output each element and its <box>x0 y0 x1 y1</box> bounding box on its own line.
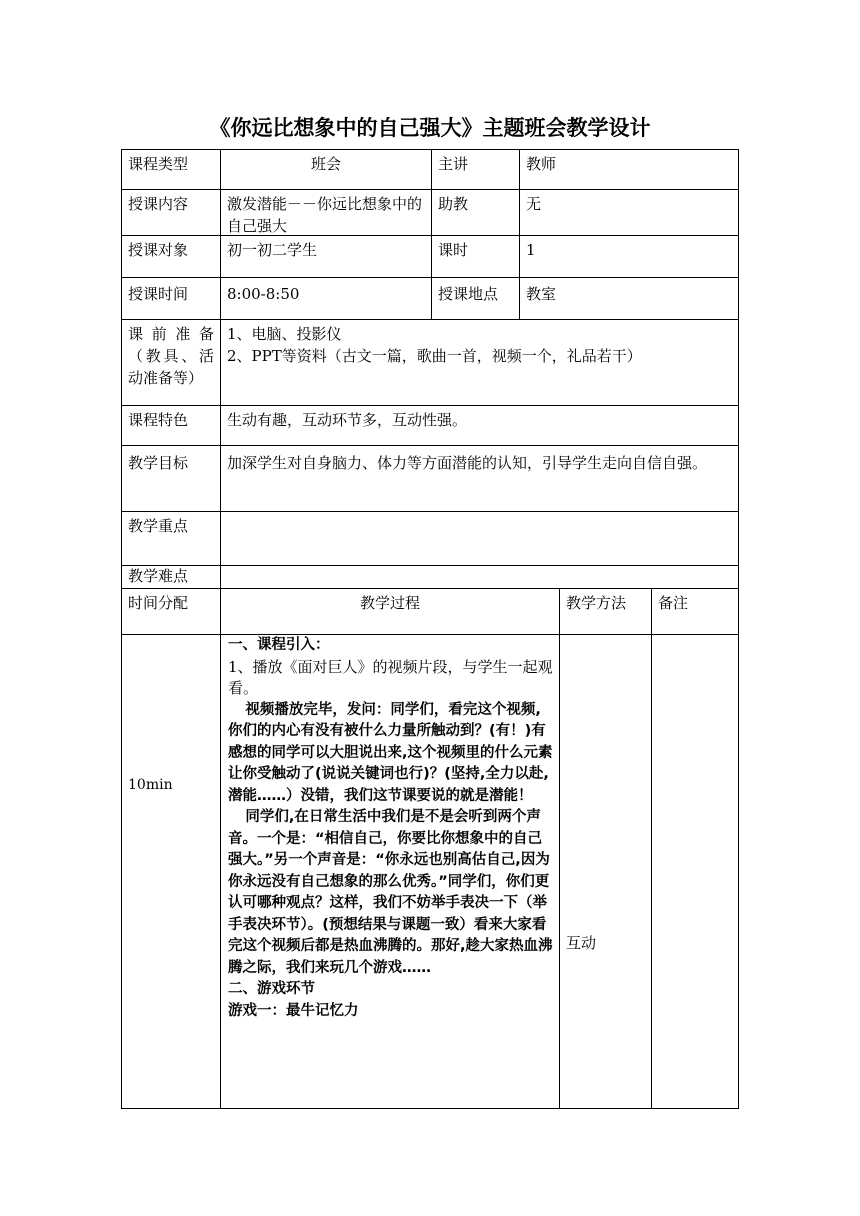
label-preparation: 课 前 准 备 （教具、活动准备等） <box>128 325 214 387</box>
game-one-heading: 游戏一：最牛记忆力 <box>228 1002 359 1019</box>
process-method: 互动 <box>566 934 597 952</box>
prep-line-1: 1、电脑、投影仪 <box>227 325 342 343</box>
value-audience: 初一初二学生 <box>227 241 318 259</box>
value-lecturer: 教师 <box>526 155 557 173</box>
header-process: 教学过程 <box>359 594 420 612</box>
label-goal: 教学目标 <box>128 454 189 472</box>
header-note: 备注 <box>658 594 689 612</box>
process-time: 10min <box>128 777 173 793</box>
process-note <box>652 635 738 641</box>
table-line <box>121 1108 739 1109</box>
section-heading-intro: 一、课程引入： <box>228 637 330 653</box>
value-location: 教室 <box>526 285 557 303</box>
label-features: 课程特色 <box>128 411 189 429</box>
label-key-points: 教学重点 <box>128 517 189 535</box>
value-key-points <box>221 512 738 518</box>
value-course-type: 班会 <box>310 155 341 173</box>
value-periods: 1 <box>526 241 536 259</box>
header-time-allocation: 时间分配 <box>128 594 189 612</box>
value-class-time: 8:00-8:50 <box>227 285 300 303</box>
table-line <box>559 588 560 1109</box>
process-paragraph: 同学们,在日常生活中我们是不是会听到两个声音。一个是：“相信自己，你要比你想象中的自己强大。”另一个声音是：“你永远也别高估自己,因为你永远没有自己想象的那么优秀。”同学们，你们更认可哪种观点？这样，我们不妨举手表决一下（举手表决环节）。(预想结果与课题一致）看来大家看完这个视频后都是热血沸腾的。那好,趁大家热血沸腾之际，我们来玩几个游戏…… <box>228 809 553 976</box>
label-class-time: 授课时间 <box>128 285 189 303</box>
label-location: 授课地点 <box>438 285 499 303</box>
label-difficulties: 教学难点 <box>128 567 189 585</box>
label-assistant: 助教 <box>438 195 469 213</box>
value-features: 生动有趣，互动环节多，互动性强。 <box>227 411 468 429</box>
value-course-content: 激发潜能－－你远比想象中的自己强大 <box>227 195 423 235</box>
page-title: 《你远比想象中的自己强大》主题班会教学设计 <box>209 116 651 140</box>
header-method: 教学方法 <box>566 594 627 612</box>
label-lecturer: 主讲 <box>438 155 469 173</box>
section-heading-games: 二、游戏环节 <box>228 981 315 997</box>
process-paragraph: 视频播放完毕，发问：同学们，看完这个视频,你们的内心有没有被什么力量所触动到？(有！)有感想的同学可以大胆说出来,这个视频里的什么元素让你受触动了(说说关键词也行)？(坚持,全力以赴,潜能……）没错，我们这节课要说的就是潜能！ <box>228 701 553 804</box>
label-periods: 课时 <box>438 241 469 259</box>
label-course-type: 课程类型 <box>128 155 189 173</box>
value-assistant: 无 <box>526 195 542 213</box>
process-paragraph: 1、播放《面对巨人》的视频片段，与学生一起观看。 <box>228 657 553 697</box>
table-line <box>651 588 652 1109</box>
table-line <box>738 149 739 1109</box>
label-course-content: 授课内容 <box>128 195 189 213</box>
value-preparation <box>221 320 738 370</box>
value-difficulties <box>221 566 738 572</box>
prep-line-2: 2、PPT等资料（古文一篇，歌曲一首，视频一个，礼品若干） <box>227 347 642 365</box>
label-audience: 授课对象 <box>128 241 189 259</box>
process-content <box>221 635 559 1022</box>
value-goal: 加深学生对自身脑力、体力等方面潜能的认知，引导学生走向自信自强。 <box>227 454 708 472</box>
